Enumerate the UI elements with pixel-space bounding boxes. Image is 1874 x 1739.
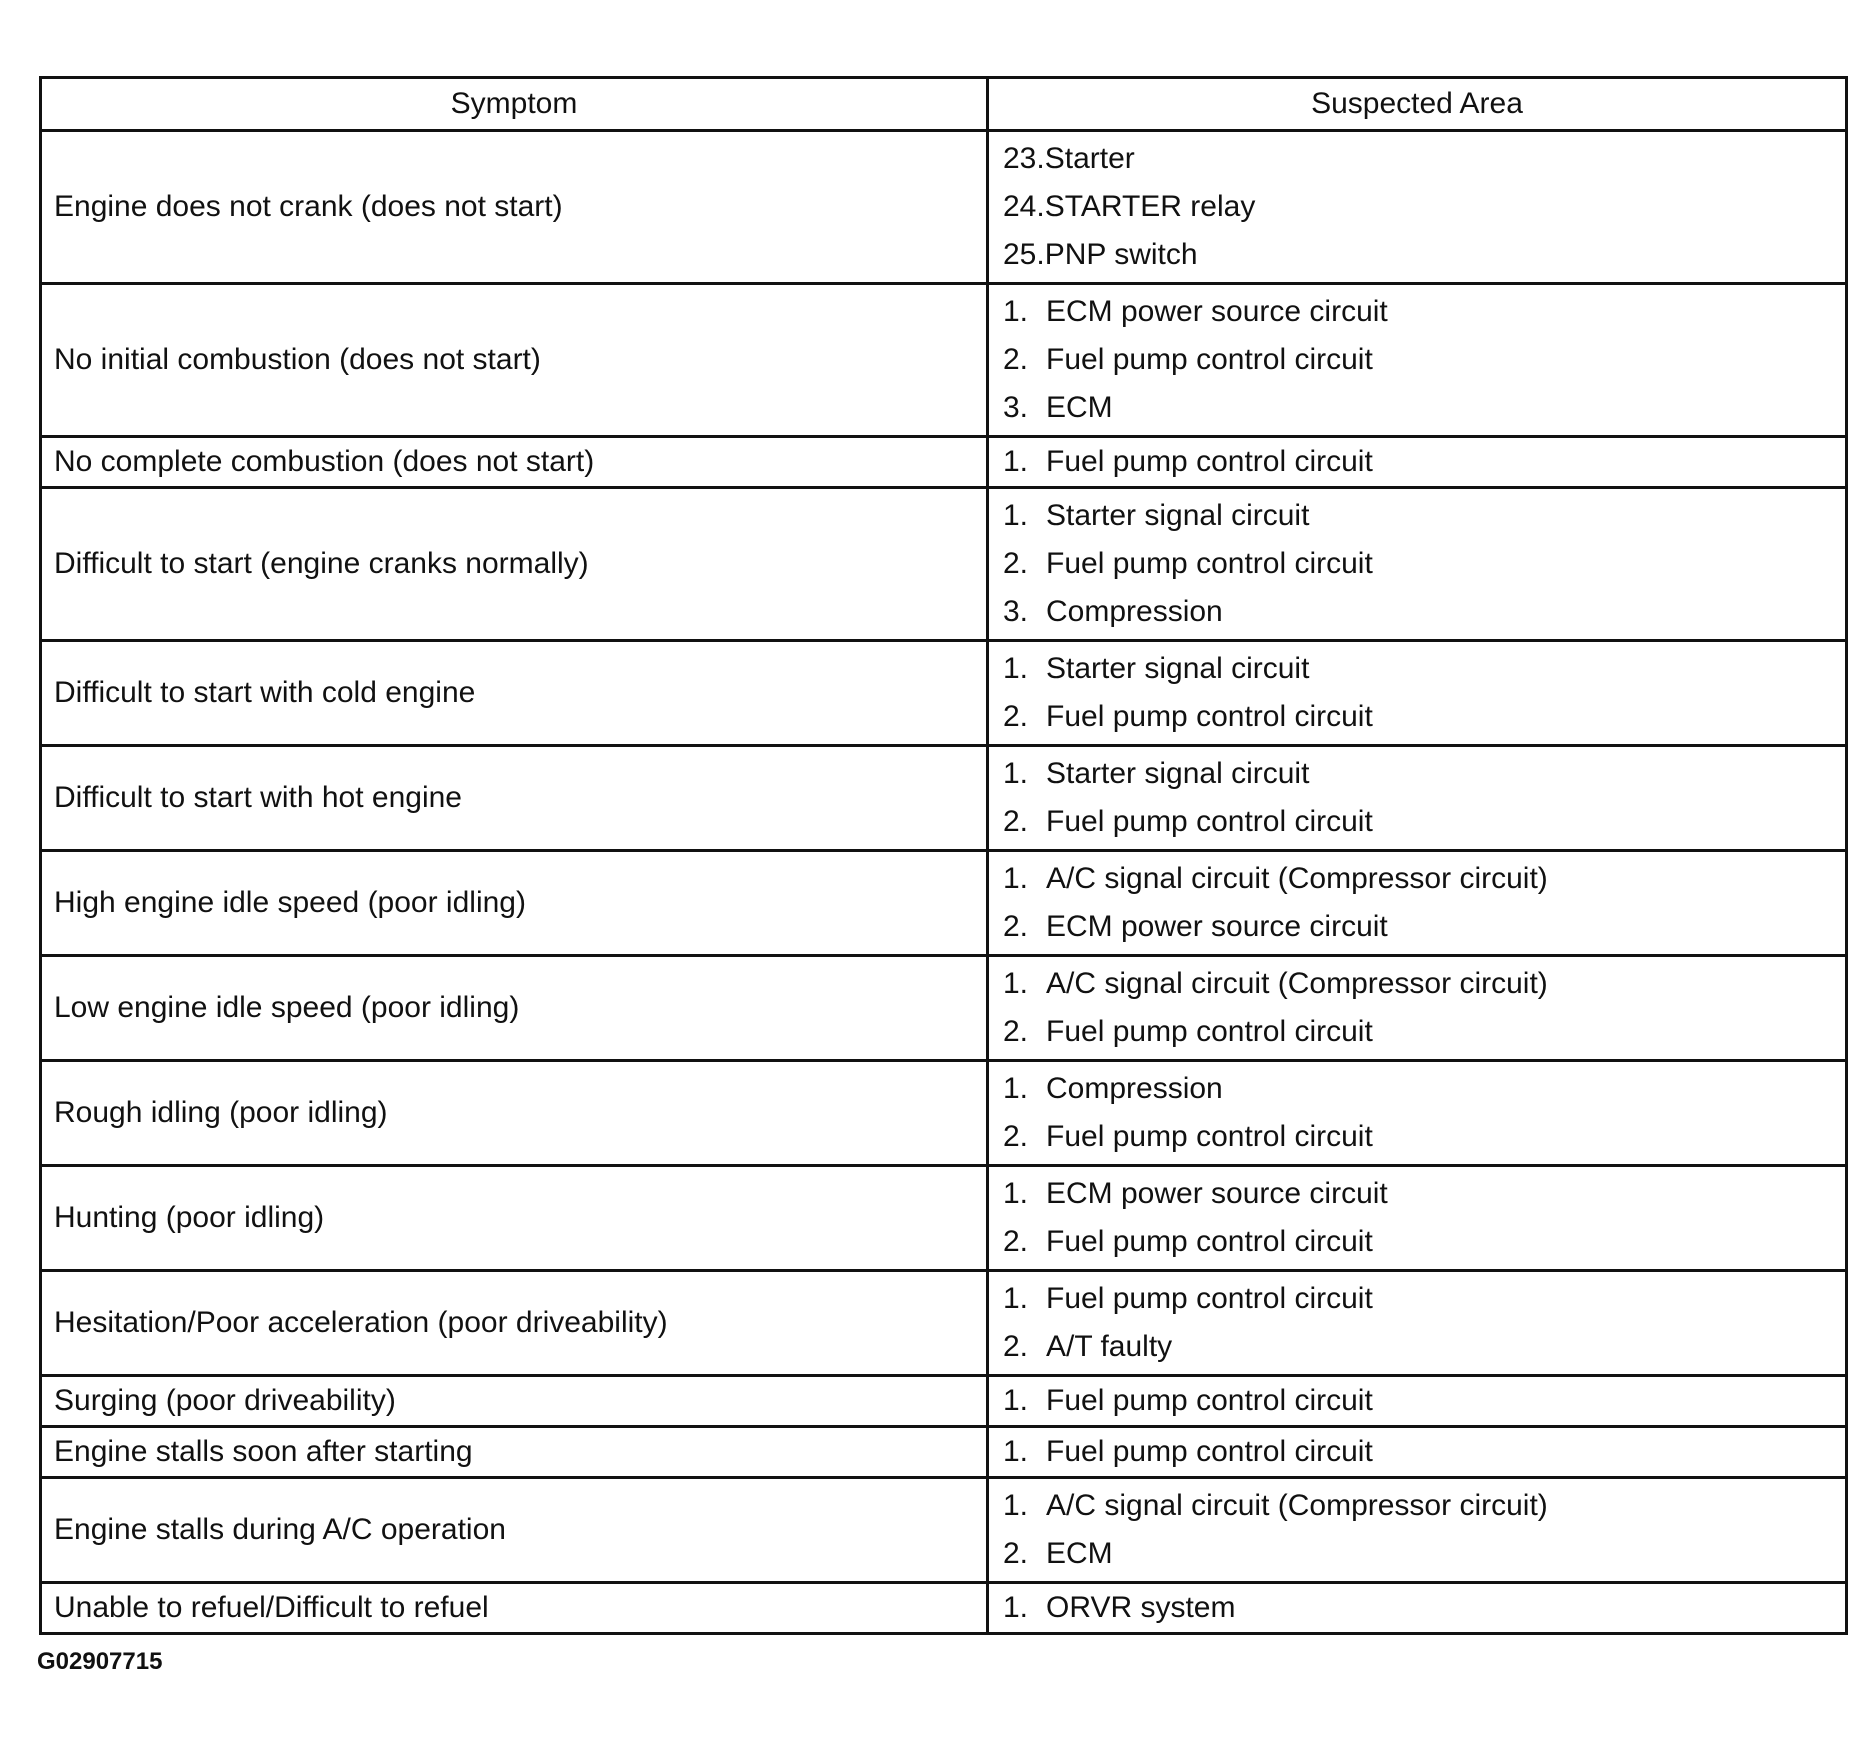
item-number: 1. [1003,499,1029,532]
suspected-area-item [1003,1530,1831,1578]
item-number: 23. [1003,142,1045,175]
suspected-area-item [1003,540,1831,588]
suspected-area-cell [988,437,1847,488]
suspected-area-item [1003,903,1831,951]
symptom-cell: Engine does not crank (does not start) [41,131,988,284]
symptom-cell: Low engine idle speed (poor idling) [41,956,988,1061]
suspected-area-item [1003,1170,1831,1218]
item-text: ORVR system [1046,1591,1236,1624]
item-text: A/C signal circuit (Compressor circuit) [1046,862,1548,895]
table-row [41,131,1847,284]
item-number: 2. [1003,1330,1029,1363]
suspected-area-cell [988,1166,1847,1271]
item-text: Fuel pump control circuit [1046,1015,1373,1048]
table-row [41,1583,1847,1634]
suspected-area-item [1003,1428,1831,1476]
item-number: 1. [1003,1435,1029,1468]
table-row [41,1061,1847,1166]
item-number: 1. [1003,1072,1029,1105]
suspected-area-item [1003,855,1831,903]
suspected-area-cell [988,1478,1847,1583]
suspected-area-cell [988,1427,1847,1478]
header-symptom: Symptom [41,78,988,131]
item-number: 2. [1003,1120,1029,1153]
symptom-cell: Engine stalls during A/C operation [41,1478,988,1583]
suspected-area-item [1003,492,1831,540]
item-text: ECM [1046,1537,1113,1570]
suspected-area-item [1003,288,1831,336]
item-number: 2. [1003,805,1029,838]
suspected-area-item [1003,798,1831,846]
symptom-cell: No complete combustion (does not start) [41,437,988,488]
suspected-area-cell [988,284,1847,437]
suspected-area-item [1003,1275,1831,1323]
item-text: ECM power source circuit [1046,910,1388,943]
suspected-area-item [1003,1008,1831,1056]
item-text: Fuel pump control circuit [1046,1120,1373,1153]
suspected-area-item [1003,438,1831,486]
suspected-area-cell [988,1061,1847,1166]
suspected-area-cell [988,131,1847,284]
table-row [41,1376,1847,1427]
symptom-table [39,76,1848,1635]
table-row [41,851,1847,956]
symptom-cell: Difficult to start with cold engine [41,641,988,746]
symptom-cell: High engine idle speed (poor idling) [41,851,988,956]
table-row [41,1166,1847,1271]
item-number: 1. [1003,1489,1029,1522]
item-number: 2. [1003,1015,1029,1048]
item-text: Fuel pump control circuit [1046,343,1373,376]
suspected-area-cell [988,851,1847,956]
suspected-area-cell [988,746,1847,851]
suspected-area-cell [988,1583,1847,1634]
item-number: 1. [1003,967,1029,1000]
item-text: Fuel pump control circuit [1046,700,1373,733]
item-number: 1. [1003,757,1029,790]
item-number: 2. [1003,1537,1029,1570]
item-number: 25. [1003,238,1045,271]
table-row [41,284,1847,437]
suspected-area-item [1003,693,1831,741]
item-text: Compression [1046,595,1223,628]
item-number: 2. [1003,700,1029,733]
suspected-area-item [1003,336,1831,384]
item-text: A/C signal circuit (Compressor circuit) [1046,967,1548,1000]
item-number: 3. [1003,391,1029,424]
item-number: 2. [1003,343,1029,376]
item-text: A/T faulty [1046,1330,1173,1363]
suspected-area-item [1003,1113,1831,1161]
suspected-area-item [1003,1482,1831,1530]
item-text: Starter signal circuit [1046,499,1310,532]
suspected-area-item [1003,135,1831,183]
symptom-cell: Hesitation/Poor acceleration (poor driveability) [41,1271,988,1376]
item-number: 2. [1003,910,1029,943]
item-text: Fuel pump control circuit [1046,1225,1373,1258]
table-row [41,1478,1847,1583]
symptom-cell: Engine stalls soon after starting [41,1427,988,1478]
item-text: Compression [1046,1072,1223,1105]
item-number: 1. [1003,652,1029,685]
suspected-area-item [1003,1065,1831,1113]
header-suspected-area: Suspected Area [988,78,1847,131]
item-text: STARTER relay [1044,190,1256,223]
suspected-area-item [1003,1218,1831,1266]
item-number: 1. [1003,1282,1029,1315]
suspected-area-cell [988,1376,1847,1427]
item-number: 3. [1003,595,1029,628]
figure-id: G02907715 [37,1648,163,1675]
table-row [41,488,1847,641]
symptom-cell: Difficult to start (engine cranks normally) [41,488,988,641]
symptom-cell: Difficult to start with hot engine [41,746,988,851]
suspected-area-item [1003,384,1831,432]
item-text: PNP switch [1044,238,1198,271]
item-text: Fuel pump control circuit [1046,1282,1373,1315]
suspected-area-item [1003,750,1831,798]
suspected-area-item [1003,588,1831,636]
table-row [41,1427,1847,1478]
item-text: Fuel pump control circuit [1046,805,1373,838]
header-row [41,78,1847,131]
item-number: 24. [1003,190,1045,223]
suspected-area-item [1003,231,1831,279]
suspected-area-item [1003,1377,1831,1425]
suspected-area-cell [988,488,1847,641]
item-number: 1. [1003,1384,1029,1417]
table-row [41,641,1847,746]
item-number: 1. [1003,295,1029,328]
table-row [41,956,1847,1061]
table-row [41,746,1847,851]
item-text: ECM [1046,391,1113,424]
item-text: Fuel pump control circuit [1046,445,1373,478]
suspected-area-item [1003,1323,1831,1371]
item-number: 1. [1003,445,1029,478]
item-number: 1. [1003,862,1029,895]
item-text: Starter [1044,142,1135,175]
suspected-area-cell [988,956,1847,1061]
symptom-cell: Rough idling (poor idling) [41,1061,988,1166]
suspected-area-item [1003,183,1831,231]
symptom-cell: Hunting (poor idling) [41,1166,988,1271]
item-number: 1. [1003,1591,1029,1624]
suspected-area-item [1003,645,1831,693]
item-text: Fuel pump control circuit [1046,1384,1373,1417]
item-text: ECM power source circuit [1046,295,1388,328]
item-number: 2. [1003,1225,1029,1258]
table-header [41,78,1847,131]
item-text: Fuel pump control circuit [1046,547,1373,580]
symptom-cell: Surging (poor driveability) [41,1376,988,1427]
suspected-area-item [1003,960,1831,1008]
suspected-area-cell [988,641,1847,746]
symptom-cell: No initial combustion (does not start) [41,284,988,437]
item-text: Fuel pump control circuit [1046,1435,1373,1468]
item-number: 2. [1003,547,1029,580]
suspected-area-item [1003,1584,1831,1632]
table-row [41,1271,1847,1376]
symptom-cell: Unable to refuel/Difficult to refuel [41,1583,988,1634]
suspected-area-cell [988,1271,1847,1376]
item-text: Starter signal circuit [1046,757,1310,790]
table-body [41,131,1847,1634]
table-row [41,437,1847,488]
item-number: 1. [1003,1177,1029,1210]
item-text: A/C signal circuit (Compressor circuit) [1046,1489,1548,1522]
item-text: ECM power source circuit [1046,1177,1388,1210]
item-text: Starter signal circuit [1046,652,1310,685]
